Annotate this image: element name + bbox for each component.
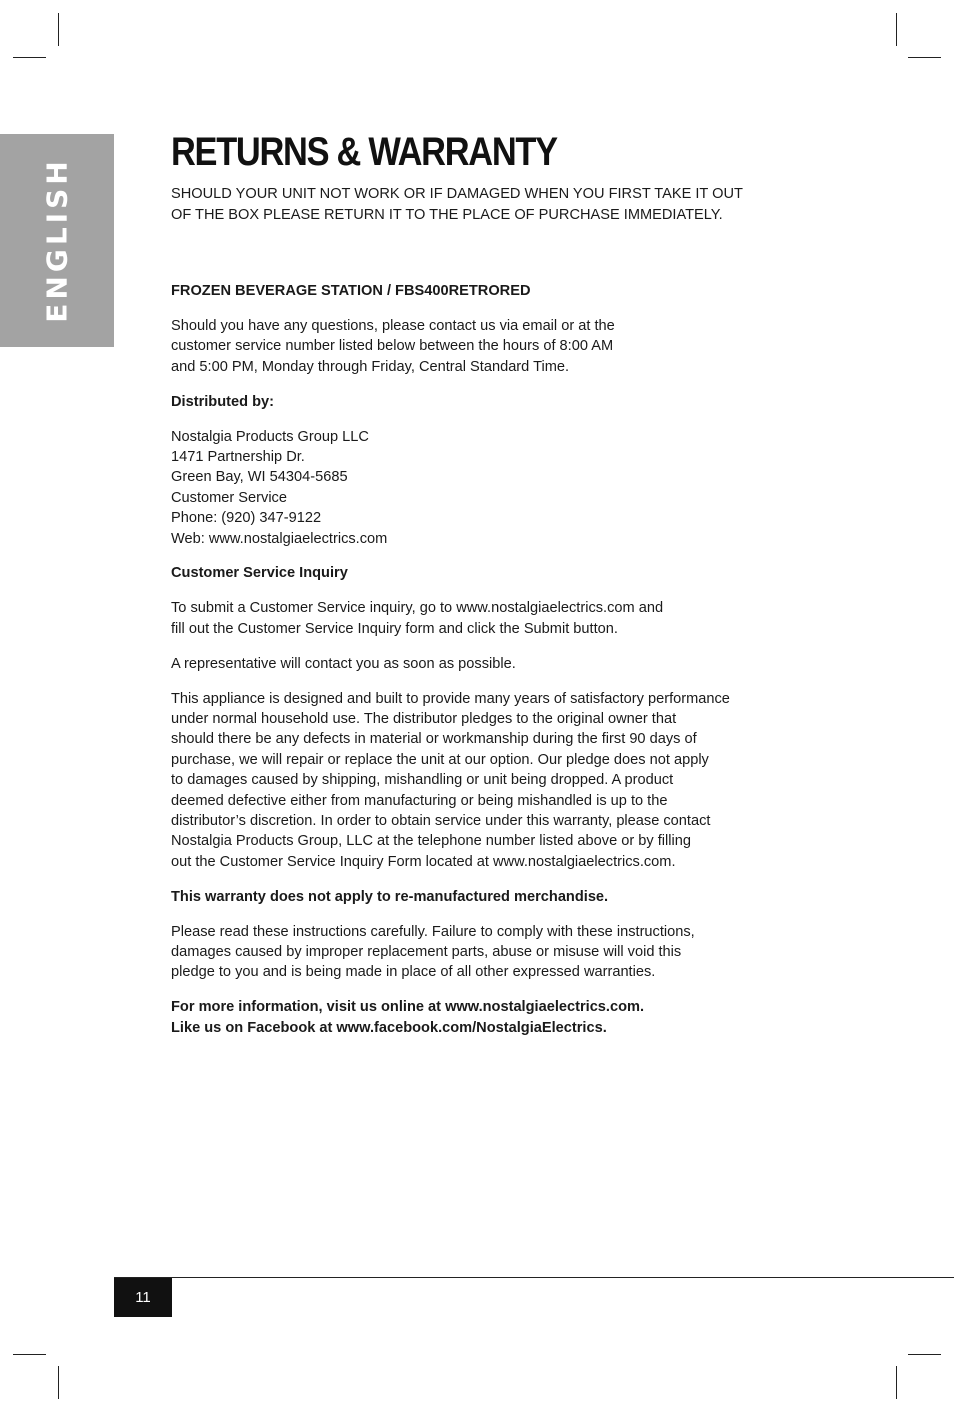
distributor-address bbox=[171, 427, 811, 549]
address-line: Green Bay, WI 54304-5685 bbox=[171, 469, 348, 486]
remanufactured-note: This warranty does not apply to re-manufactured merchandise. bbox=[171, 888, 609, 905]
inquiry-line: fill out the Customer Service Inquiry form and click the Submit button. bbox=[171, 620, 618, 637]
contact-paragraph bbox=[171, 316, 811, 377]
crop-mark bbox=[58, 13, 59, 46]
distributed-heading: Distributed by: bbox=[171, 393, 274, 410]
language-tab bbox=[0, 134, 114, 347]
crop-mark bbox=[13, 1354, 46, 1355]
more-info-line: For more information, visit us online at www.nostalgiaelectrics.com. bbox=[171, 999, 645, 1016]
web-line: Web: www.nostalgiaelectrics.com bbox=[171, 530, 388, 547]
warranty-paragraph bbox=[171, 689, 811, 873]
instructions-line: Please read these instructions carefully. Failure to comply with these instructions, bbox=[171, 923, 695, 940]
contact-line: customer service number listed below between the hours of 8:00 AM bbox=[171, 338, 614, 355]
intro-line: SHOULD YOUR UNIT NOT WORK OR IF DAMAGED WHEN YOU FIRST TAKE IT OUT bbox=[171, 186, 743, 202]
address-line: 1471 Partnership Dr. bbox=[171, 448, 305, 465]
inquiry-line: To submit a Customer Service inquiry, go to www.nostalgiaelectrics.com and bbox=[171, 600, 664, 617]
warranty-line: under normal household use. The distributor pledges to the original owner that bbox=[171, 711, 677, 727]
instructions-line: damages caused by improper replacement parts, abuse or misuse will void this bbox=[171, 944, 682, 961]
crop-mark bbox=[58, 1366, 59, 1399]
address-line: Nostalgia Products Group LLC bbox=[171, 428, 369, 445]
page-number: 11 bbox=[114, 1278, 172, 1317]
warranty-line: deemed defective either from manufacturing or being mishandled is up to the bbox=[171, 792, 668, 809]
crop-mark bbox=[13, 57, 46, 58]
facebook-line: Like us on Facebook at www.facebook.com/NostalgiaElectrics. bbox=[171, 1019, 607, 1036]
crop-mark bbox=[908, 1354, 941, 1355]
representative-text: A representative will contact you as soon as possible. bbox=[171, 655, 516, 672]
phone-line: Phone: (920) 347-9122 bbox=[171, 510, 322, 527]
contact-line: Should you have any questions, please contact us via email or at the bbox=[171, 317, 615, 334]
page-content bbox=[171, 126, 811, 1038]
crop-mark bbox=[908, 57, 941, 58]
intro-line: OF THE BOX PLEASE RETURN IT TO THE PLACE OF PURCHASE IMMEDIATELY. bbox=[171, 206, 723, 223]
intro-notice bbox=[171, 184, 751, 225]
instructions-paragraph bbox=[171, 922, 811, 983]
contact-line: and 5:00 PM, Monday through Friday, Central Standard Time. bbox=[171, 358, 570, 375]
warranty-line: This appliance is designed and built to provide many years of satisfactory performance bbox=[171, 690, 730, 707]
warranty-line: distributor’s discretion. In order to obtain service under this warranty, please contact bbox=[171, 813, 711, 830]
page-title: RETURNS & WARRANTY bbox=[171, 130, 557, 174]
product-heading: FROZEN BEVERAGE STATION / FBS400RETRORED bbox=[171, 283, 531, 299]
warranty-line: to damages caused by shipping, mishandling or unit being dropped. A product bbox=[171, 772, 674, 789]
crop-mark bbox=[896, 1366, 897, 1399]
inquiry-paragraph bbox=[171, 598, 811, 639]
warranty-line: purchase, we will repair or replace the unit at our option. Our pledge does not apply bbox=[171, 751, 709, 768]
crop-mark bbox=[896, 13, 897, 46]
language-label: ENGLISH bbox=[40, 157, 74, 323]
more-info bbox=[171, 997, 811, 1038]
warranty-line: Nostalgia Products Group, LLC at the telephone number listed above or by filling bbox=[171, 833, 692, 850]
footer-rule bbox=[114, 1277, 954, 1278]
inquiry-heading: Customer Service Inquiry bbox=[171, 565, 348, 582]
address-line: Customer Service bbox=[171, 489, 287, 506]
warranty-line: should there be any defects in material or workmanship during the first 90 days of bbox=[171, 731, 697, 748]
instructions-line: pledge to you and is being made in place of all other expressed warranties. bbox=[171, 964, 656, 981]
warranty-line: out the Customer Service Inquiry Form located at www.nostalgiaelectrics.com. bbox=[171, 853, 676, 870]
